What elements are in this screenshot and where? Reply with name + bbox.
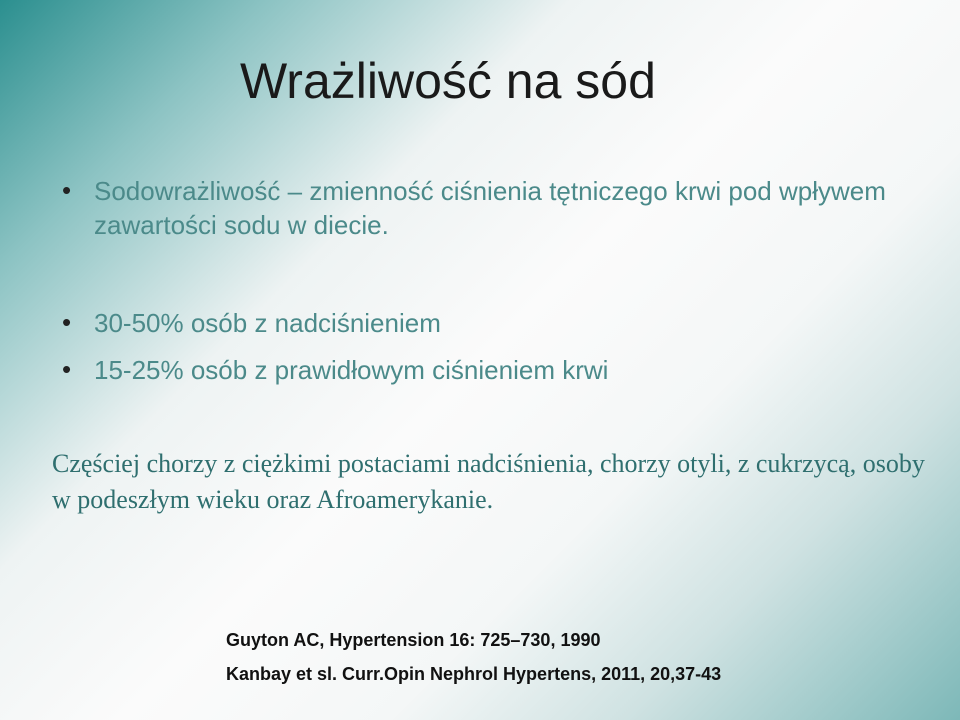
- bullet-text: 30-50% osób z nadciśnieniem: [94, 308, 441, 338]
- slide-title: Wrażliwość na sód: [240, 53, 656, 109]
- reference-kanbay: Kanbay et sl. Curr.Opin Nephrol Hypertens, 2011, 20,37-43: [226, 664, 722, 684]
- bullet-text: 15-25% osób z prawidłowym ciśnieniem krwi: [94, 355, 609, 385]
- bullet-marker: •: [62, 175, 72, 205]
- bullet-item-definition: [62, 174, 892, 242]
- bullet-text: Sodowrażliwość – zmienność ciśnienia tętniczego krwi pod wpływem zawartości sodu w diecie.: [94, 176, 886, 240]
- bullet-item-normotensive: [62, 353, 608, 387]
- reference-guyton: Guyton AC, Hypertension 16: 725–730, 1990: [226, 630, 601, 650]
- bullet-marker: •: [62, 354, 72, 384]
- bullet-item-hypertensive: [62, 306, 441, 340]
- bullet-marker: •: [62, 307, 72, 337]
- risk-groups-note: Częściej chorzy z ciężkimi postaciami nadciśnienia, chorzy otyli, z cukrzycą, osoby w podeszłym wieku oraz Afroamerykanie.: [52, 449, 925, 514]
